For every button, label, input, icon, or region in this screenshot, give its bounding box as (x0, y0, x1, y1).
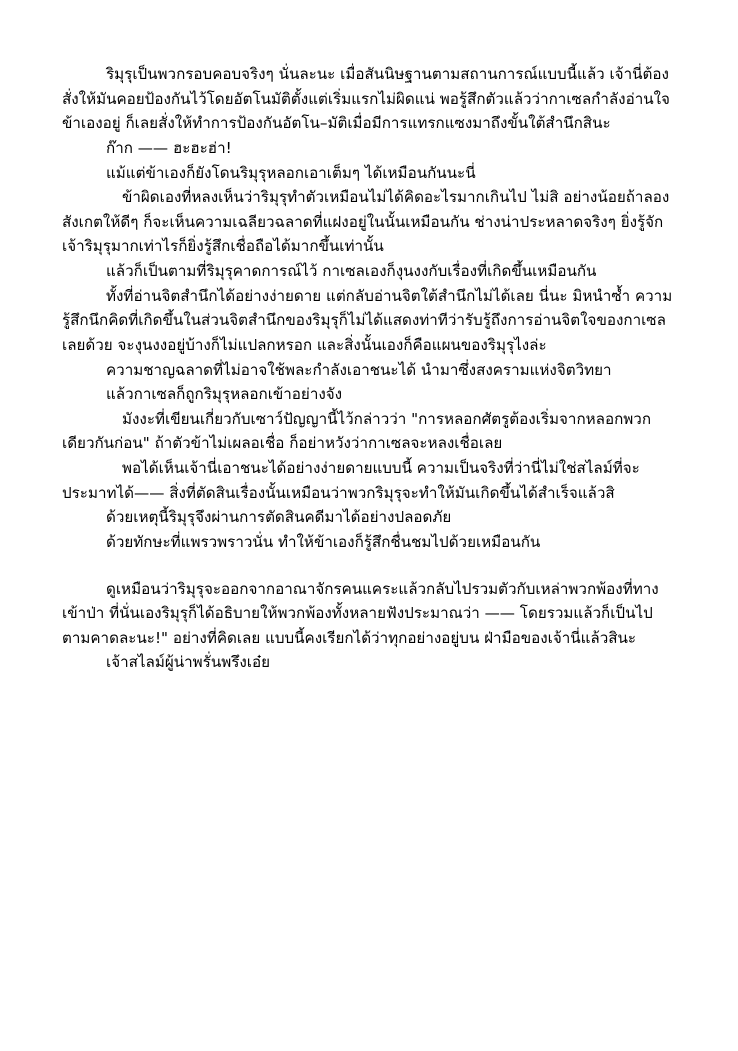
paragraph: แล้วกาเซลก็ถูกริมุรุหลอกเข้าอย่างจัง (106, 385, 343, 404)
paragraph: แล้วก็เป็นตามที่ริมุรุคาดการณ์ไว้ กาเซลเองก็งุนงงกับเรื่องที่เกิดขึ้นเหมือนกัน (106, 262, 597, 280)
paragraph: ความชาญฉลาดที่ไม่อาจใช้พละกำลังเอาชนะได้ นำมาซึ่งสงครามแห่งจิตวิทยา (106, 360, 612, 379)
paragraph: ก๊าก —— ฮะฮะฮ่า! (106, 138, 232, 157)
paragraph: ด้วยเหตุนี้ริมุรุจึงผ่านการตัดสินคดีมาได้อย่างปลอดภัย (106, 508, 452, 527)
paragraph-spacer (62, 555, 676, 577)
paragraph: เจ้าสไลม์ผู้น่าพรั่นพรึงเอ๋ย (106, 653, 270, 672)
paragraph: ดูเหมือนว่าริมุรุจะออกจากอาณาจักรคนแคระแล้วกลับไปรวมตัวกับเหล่าพวกพ้องที่ทางเข้าป่า ที่นั่นเองริมุรุก็ได้อธิบายให้พวกพ้องทั้งหลายฟังประมาณว่า —— โดยรวมแล้วก็เป็นไปตามคาดละนะ!" อย่างที่คิดเลย แบบนี้คงเรียกได้ว่าทุกอย่างอยู่บน ฝ่ามือของเจ้านี่แล้วสินะ (62, 579, 659, 647)
paragraph: ข้าผิดเองที่หลงเห็นว่าริมุรุทำตัวเหมือนไม่ได้คิดอะไรมากเกินไป ไม่สิ อย่างน้อยถ้าลองสังเกตให้ดีๆ ก็จะเห็นความเฉลียวฉลาดที่แฝงอยู่ในนั้นเหมือนกัน ช่างน่าประหลาดจริงๆ ยิ่งรู้จักเจ้าริมุรุมากเท่าไรก็ยิ่งรู้สึกเชื่อถือได้มากขึ้นเท่านั้น (62, 188, 670, 256)
paragraph: พอได้เห็นเจ้านี่เอาชนะได้อย่างง่ายดายแบบนี้ ความเป็นจริงที่ว่านี่ไม่ใช่สไลม์ที่จะประมาทได้—— สิ่งที่ตัดสินเรื่องนั้นเหมือนว่าพวกริมุรุจะทำให้มันเกิดขึ้นได้สำเร็จแล้วสิ (62, 459, 640, 502)
paragraph: ริมุรุเป็นพวกรอบคอบจริงๆ นั่นละนะ เมื่อสันนิษฐานตามสถานการณ์แบบนี้แล้ว เจ้านี่ต้องสั่งให้มันคอยป้องกันไว้โดยอัตโนมัติตั้งแต่เริ่มแรกไม่ผิดแน่ พอรู้สึกตัวแล้วว่ากาเซลกำลังอ่านใจข้าเองอยู่ ก็เลยสั่งให้ทำการป้องกันอัตโน–มัติเมื่อมีการแทรกแซงมาถึงขั้นใต้สำนึกสินะ (62, 65, 670, 133)
paragraph: ทั้งที่อ่านจิตสำนึกได้อย่างง่ายดาย แต่กลับอ่านจิตใต้สำนึกไม่ได้เลย นี่นะ มิหนำซ้ำ ความรู้สึกนึกคิดที่เกิดขึ้นในส่วนจิตสำนึกของริมุรุก็ไม่ได้แสดงท่าทีว่ารับรู้ถึงการอ่านจิตใจของกาเซลเลยด้วย จะงุนงงอยู่บ้างก็ไม่แปลกหรอก และสิ่งนั้นเองก็คือแผนของริมุรุไงล่ะ (62, 286, 673, 354)
paragraph: ด้วยทักษะที่แพรวพราวนั่น ทำให้ข้าเองก็รู้สึกชื่นชมไปด้วยเหมือนกัน (106, 532, 541, 551)
document-body (62, 62, 676, 675)
paragraph: มังงะที่เขียนเกี่ยวกับเซาว์ปัญญานี้ไว้กล่าวว่า "การหลอกศัตรูต้องเริ่มจากหลอกพวกเดียวกันก่อน" ถ้าตัวข้าไม่เผลอเชื่อ ก็อย่าหวังว่ากาเซลจะหลงเชื่อเลย (62, 409, 652, 453)
paragraph: แม้แต่ข้าเองก็ยังโดนริมุรุหลอกเอาเต็มๆ ได้เหมือนกันนะนี่ (106, 163, 476, 182)
